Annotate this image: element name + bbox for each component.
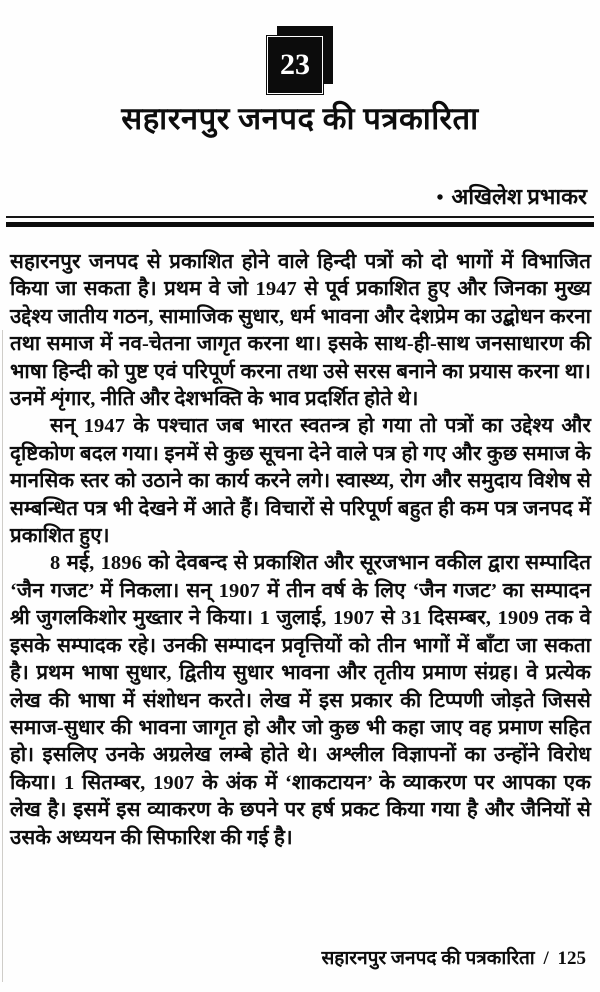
footer-running-title: सहारनपुर जनपद की पत्रकारिता (321, 948, 535, 969)
author-name: अखिलेश प्रभाकर (451, 184, 587, 209)
scan-edge-artifact (2, 330, 3, 982)
chapter-number: 23 (267, 36, 323, 94)
paragraph-3: 8 मई, 1896 को देवबन्द से प्रकाशित और सूरजभान वकील द्वारा सम्पादित ‘जैन गजट’ में निकला। सन् 1907 में तीन वर्ष के लिए ‘जैन गजट’ का सम्पादन श्री जुगलकिशोर मुख्तार ने किया। 1 जुलाई, 1907 से 31 दिसम्बर, 1909 तक वे इसके सम्पादक रहे। उनकी सम्पादन प्रवृत्तियों को तीन भागों में बाँटा जा सकता है। प्रथम भाषा सुधार, द्वितीय सुधार भावना और तृतीय प्रमाण संग्रह। वे प्रत्येक लेख की भाषा में संशोधन करते। लेख में इस प्रकार की टिप्पणी जोड़ते जिससे समाज-सुधार की भावना जागृत हो और जो कुछ भी कहा जाए वह प्रमाण सहित हो। इसलिए उनके अग्रलेख लम्बे होते थे। अश्लील विज्ञापनों का उन्होंने विरोध किया। 1 सितम्बर, 1907 के अंक में ‘शाकटायन’ के व्याकरण पर आपका एक लेख है। इसमें इस व्याकरण के छपने पर हर्ष प्रकट किया गया है और जैनियों से उसके अध्ययन की सिफारिश की गई है। (10, 552, 591, 849)
paragraph-2: सन् 1947 के पश्चात जब भारत स्वतन्त्र हो गया तो पत्रों का उद्देश्य और दृष्टिकोण बदल गया। इनमें से कुछ सूचना देने वाले पत्र हो गए और कुछ समाज के मानसिक स्तर को उठाने का कार्य करने लगे। स्वास्थ्य, रोग और समुदाय विशेष से सम्बन्धित पत्र भी देखने में आते हैं। विचारों से परिपूर्ण बहुत ही कम पत्र जनपद में प्रकाशित हुए। (10, 415, 591, 548)
page-title: सहारनपुर जनपद की पत्रकारिता (121, 101, 479, 136)
byline-bullet-icon: • (436, 187, 444, 209)
divider-rule-thin (6, 216, 594, 218)
divider-rule-thick (6, 222, 594, 227)
footer-page-number: 125 (557, 948, 586, 969)
paragraph-1: सहारनपुर जनपद से प्रकाशित होने वाले हिन्दी पत्रों को दो भागों में विभाजित किया जा सकता है। प्रथम वे जो 1947 से पूर्व प्रकाशित हुए और जिनका मुख्य उद्देश्य जातीय गठन, सामाजिक सुधार, धर्म भावना और देशप्रेम का उद्बोधन करना तथा समाज में नव-चेतना जागृत करना था। इसके साथ-ही-साथ जनसाधारण की भाषा हिन्दी को पुष्ट एवं परिपूर्ण करना तथा उसे सरस बनाने का प्रयास करना था। उनमें शृंगार, नीति और देशभक्ति के भाव प्रदर्शित होते थे। (10, 251, 591, 411)
chapter-number-box (267, 26, 333, 94)
article-body (10, 249, 591, 852)
page-footer (321, 944, 586, 970)
author-byline (437, 181, 587, 211)
footer-separator: / (543, 948, 549, 969)
